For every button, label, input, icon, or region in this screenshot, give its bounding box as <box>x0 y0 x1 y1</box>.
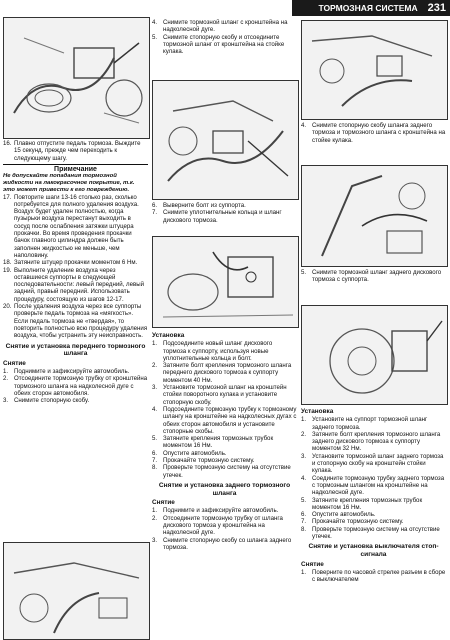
column-right-bottom <box>301 406 446 583</box>
rear-install-step-3: 3. Установите тормозной шланг заднего тормоза и стопорную скобу на кронштейн стойки кулака. <box>301 452 444 475</box>
column-middle-steps-6-7 <box>152 202 297 224</box>
rear-removal-step-1: 1. Поднимите и зафиксируйте автомобиль. <box>152 507 279 515</box>
step-6: 6. Выверните болт из суппорта. <box>152 202 246 209</box>
column-left <box>3 140 148 404</box>
rear-removal-step-3: 3. Снимите стопорную скобу со шланга заднего тормоза. <box>152 536 292 551</box>
rear-step-5: 5. Снимите тормозной шланг заднего дискового тормоза с суппорта. <box>301 269 442 284</box>
figure-front-hose-clip <box>152 80 299 200</box>
install-step-8: 8. Проверьте тормозную систему на отсутствие утечек. <box>152 464 291 479</box>
install-step-6: 6. Опустите автомобиль. <box>152 449 227 457</box>
rear-install-step-2: 2. Затяните болт крепления тормозного шланга заднего дискового тормоза к суппорту моментом 32 Нм. <box>301 430 441 453</box>
figure-rear-caliper <box>301 305 448 405</box>
illustration-front-bracket <box>4 543 149 639</box>
install-step-5: 5. Затяните крепления тормозных трубок моментом 16 Нм. <box>152 435 274 450</box>
illustration-rear-caliper <box>302 306 447 404</box>
step-20: 20. После удаления воздуха через все суппорты проверьте педаль тормоза на «мягкость». Если педаль тормоза не «твердая», то повторить полностью всю процедуру удаления воздуха, чтобы устранить эту неисправность. <box>3 303 148 340</box>
subheading-removal-switch: Снятие <box>301 560 324 568</box>
note-text: Не допускайте попадания тормозной жидкости на лакокрасочное покрытие, т.к. это может привести к его повреждению. <box>3 173 135 193</box>
column-right-top <box>301 122 446 144</box>
step-17: 17. Повторите шаги 13-16 столько раз, сколько потребуется для полного удаления воздуха. Воздух будет удален полностью, когда пузырьки воздуха перестанут выходить в сосуд после ослабления затяжки штуцера прокачки. Во время проведения прокачки бачок главного цилиндра должен быть заполнен жидкостью не меньше, чем наполовину. <box>3 193 139 259</box>
step-16: 16. Плавно отпустите педаль тормоза. Выждите 15 секунд, прежде чем переходить к следующему шагу. <box>3 140 141 162</box>
install-step-1: 1. Подсоедините новый шланг дискового тормоза к суппорту, используя новые уплотнительные кольца и болт. <box>152 340 273 362</box>
illustration-hose-clip <box>153 81 298 199</box>
section-title: ТОРМОЗНАЯ СИСТЕМА <box>318 3 418 13</box>
figure-bleed-caliper <box>3 17 150 139</box>
column-middle-top <box>152 19 297 55</box>
rear-install-step-5: 5. Затяните крепления тормозных трубок моментом 16 Нм. <box>301 496 423 511</box>
install-step-4: 4. Подсоедините тормозную трубку к тормозному шлангу на кронштейне на надколесных дугах с обеих сторон автомобиля и установите стопорные скобы. <box>152 405 297 435</box>
figure-front-hose-bracket <box>3 542 150 640</box>
note-title: Примечание <box>54 165 97 173</box>
section-title-stop-switch: Снятие и установка выключателя стоп-сигнала <box>308 543 439 558</box>
subheading-removal: Снятие <box>3 359 26 367</box>
step-5: 5. Снимите стопорную скобу и отсоедините тормозной шланг от кронштейна на стойке кулака. <box>152 33 285 56</box>
subheading-install-rear: Установка <box>301 408 334 415</box>
page-number: 231 <box>427 2 446 14</box>
step-19: 19. Выполните удаление воздуха через оставшиеся суппорты в следующей последовательности: левый передний, левый задний, правый передний. Использовать процедуру, состоящую из шагов 12-17. <box>3 266 145 303</box>
column-right-step-5 <box>301 269 446 284</box>
page-header <box>292 0 450 16</box>
removal-step-3: 3. Снимите стопорную скобу. <box>3 397 90 405</box>
section-title-front-hose: Снятие и установка переднего тормозного шланга <box>5 342 146 358</box>
install-step-2: 2. Затяните болт крепления тормозного шланга переднего дискового тормоза к суппорту моментом 40 Нм. <box>152 362 292 384</box>
install-step-3: 3. Установите тормозной шланг на кронштейн стойки поворотного кулака и установите стопорную скобу. <box>152 384 287 406</box>
step-18: 18. Затяните штуцер прокачки моментом 6 Нм. <box>3 259 138 267</box>
illustration-caliper-bleed <box>4 18 149 138</box>
removal-step-2: 2. Отсоедините тормозную трубку от кронштейна тормозного шланга на надколесной дуге с обеих сторон автомобиля. <box>3 375 148 397</box>
step-4: 4. Снимите тормозной шланг с кронштейна на надколесной дуге. <box>152 19 288 34</box>
figure-front-caliper-hose <box>152 236 299 328</box>
column-middle-bottom <box>152 330 297 551</box>
figure-rear-hose-bracket <box>301 20 448 120</box>
illustration-front-caliper <box>153 237 298 327</box>
rear-install-step-8: 8. Проверьте тормозную систему на отсутствие утечек. <box>301 525 440 541</box>
subheading-removal-rear: Снятие <box>152 499 175 507</box>
rear-removal-step-2: 2. Отсоедините тормозную трубку от шланга дискового тормоза у кронштейна на надколесной дуге. <box>152 514 283 537</box>
rear-install-step-4: 4. Соедините тормозную трубку заднего тормоза с тормозным шлангом на кронштейне на надколесной дуге. <box>301 474 445 497</box>
rear-install-step-6: 6. Опустите автомобиль. <box>301 511 376 519</box>
note-box <box>3 164 148 194</box>
rear-step-4: 4. Снимите стопорную скобу шланга заднего тормоза и тормозного шланга с кронштейна на стойке кулака. <box>301 122 446 144</box>
install-step-7: 7. Прокачайте тормозную систему. <box>152 457 255 465</box>
illustration-rear-strut <box>302 166 447 266</box>
switch-removal-step-1: 1. Поверните по часовой стрелке разъем в сборе с выключателем <box>301 568 446 584</box>
subheading-install: Установка <box>152 332 185 339</box>
figure-rear-hose-strut <box>301 165 448 267</box>
step-7: 7. Снимите уплотнительные кольца и шланг дискового тормоза. <box>152 209 282 224</box>
illustration-rear-bracket <box>302 21 447 119</box>
removal-step-1: 1. Поднимите и зафиксируйте автомобиль. <box>3 368 130 375</box>
rear-install-step-7: 7. Прокачайте тормозную систему. <box>301 518 404 526</box>
section-title-rear-hose: Снятие и установка заднего тормозного шланга <box>158 481 291 497</box>
rear-install-step-1: 1. Установите на суппорт тормозной шланг заднего тормоза. <box>301 416 428 431</box>
